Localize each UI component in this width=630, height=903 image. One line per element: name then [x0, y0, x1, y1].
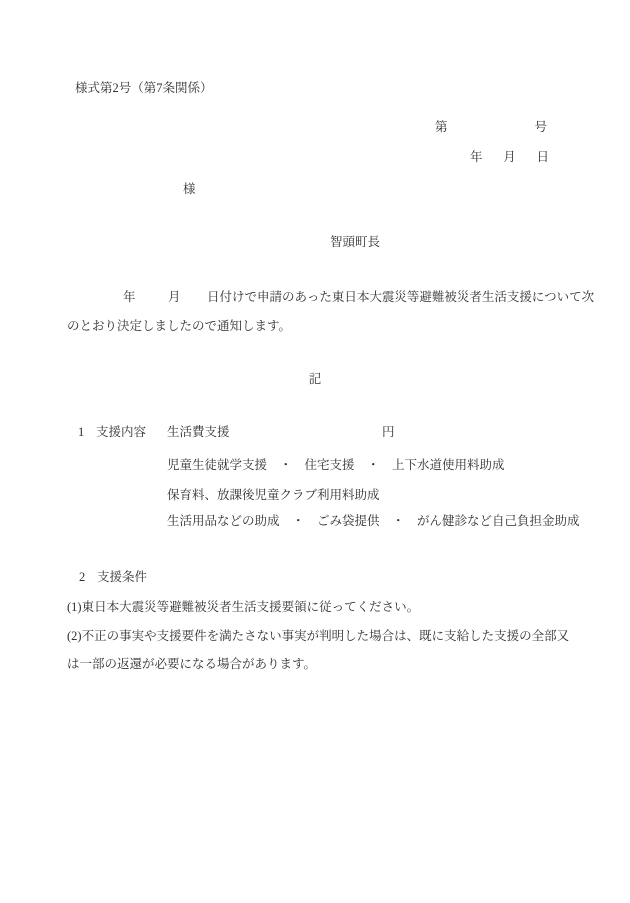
section1-item1-unit: 円 — [382, 425, 395, 439]
section1-item2: 児童生徒就学支援 ・ 住宅支援 ・ 上下水道使用料助成 — [167, 458, 505, 472]
section1-number: 1 — [78, 425, 85, 439]
section2-number: 2 — [79, 570, 86, 584]
intro-month-label: 月 — [168, 290, 181, 304]
intro-line2-text: のとおり決定しましたので通知します。 — [67, 319, 292, 333]
intro-line1-text: 日付けで申請のあった東日本大震災等避難被災者生活支援について次 — [207, 290, 595, 304]
list-heading-mark: 記 — [308, 372, 322, 386]
date-day-label: 日 — [536, 150, 549, 164]
section2-item2-line1: (2)不正の事実や支援要件を満たさない事実が判明した場合は、既に支給した支援の全部又 — [67, 629, 570, 643]
doc-number-prefix: 第 — [435, 120, 448, 134]
sender-title: 智頭町長 — [330, 235, 381, 249]
section1-item1-label: 生活費支援 — [167, 425, 230, 439]
section2-item2-line2: は一部の返還が必要になる場合があります。 — [67, 657, 317, 671]
section2-title: 支援条件 — [97, 570, 148, 584]
section1-item4: 生活用品などの助成 ・ ごみ袋提供 ・ がん健診など自己負担金助成 — [167, 514, 580, 528]
form-number: 様式第2号（第7条関係） — [75, 81, 213, 95]
section1-title: 支援内容 — [96, 425, 147, 439]
section2-item1: (1)東日本大震災等避難被災者生活支援要領に従ってください。 — [67, 600, 420, 614]
addressee-honorific: 様 — [183, 182, 196, 196]
date-year-label: 年 — [470, 150, 483, 164]
section1-item3: 保育料、放課後児童クラブ利用料助成 — [167, 488, 380, 502]
doc-number-suffix: 号 — [534, 120, 547, 134]
doc-number-line — [435, 119, 547, 136]
date-month-label: 月 — [503, 150, 516, 164]
intro-year-label: 年 — [123, 290, 136, 304]
date-line — [470, 149, 549, 166]
